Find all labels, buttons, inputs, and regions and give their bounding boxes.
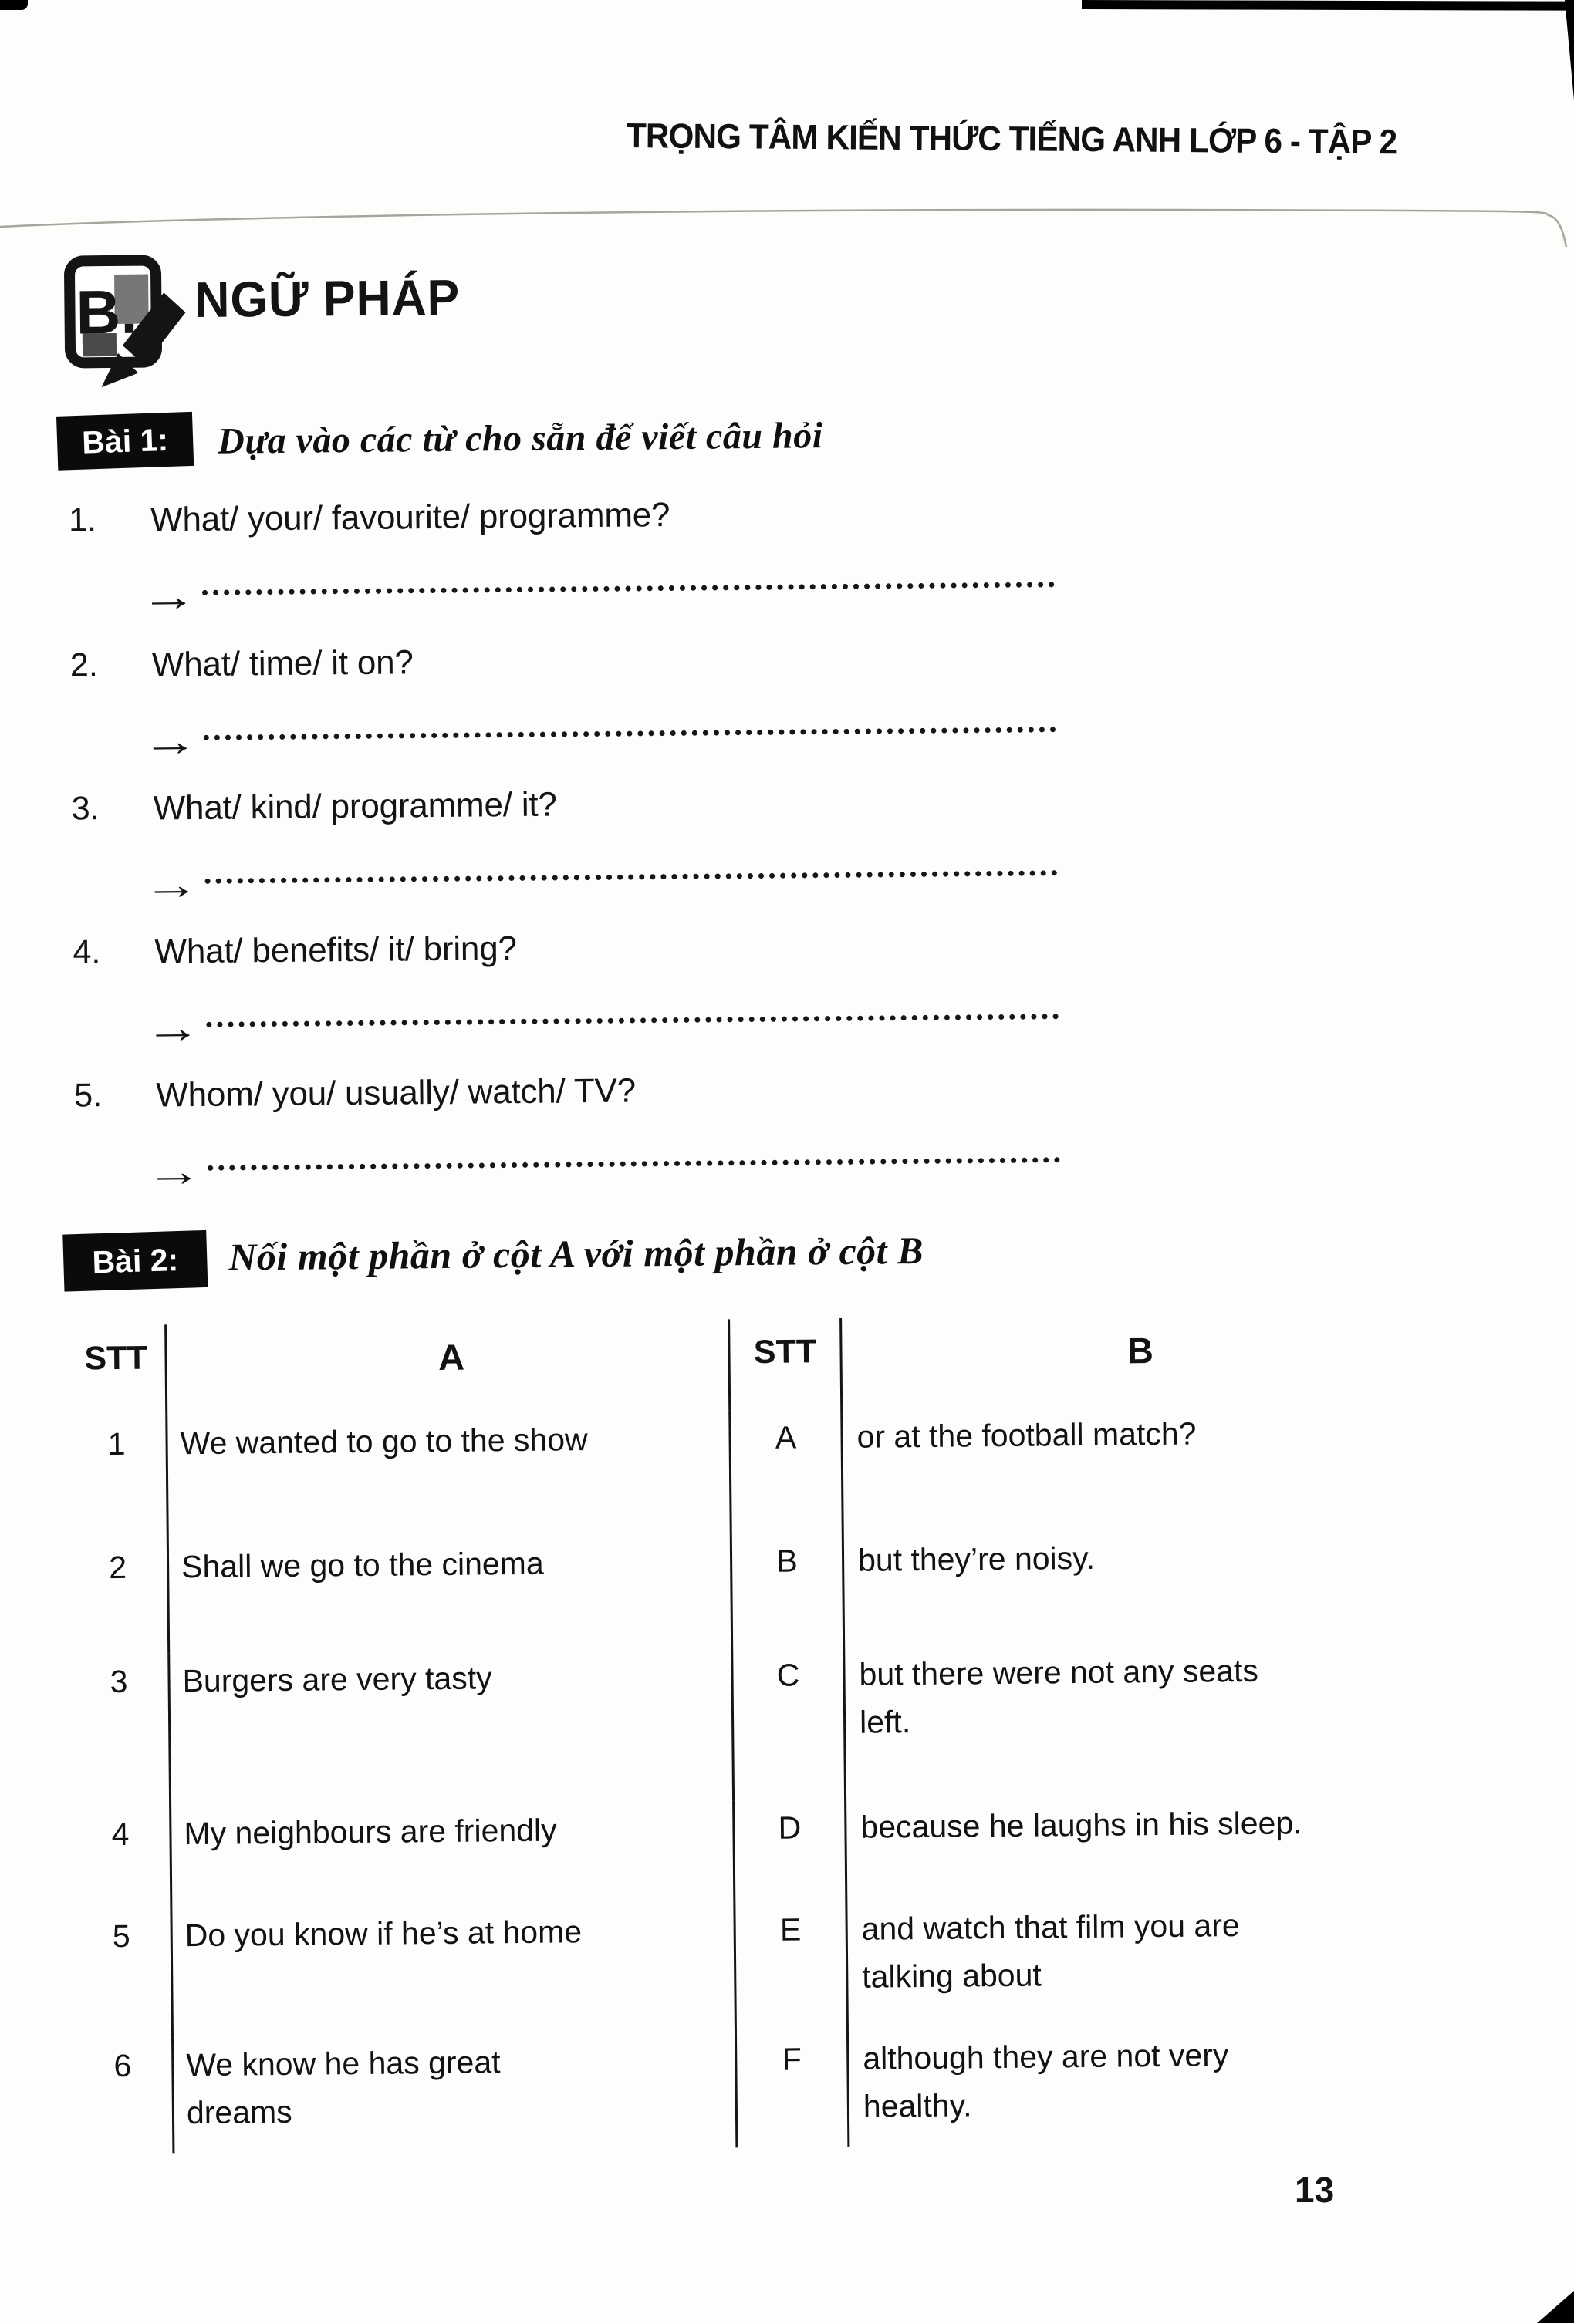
item-text: What/ benefits/ it/ bring? (154, 929, 517, 971)
table-cell-a: Do you know if he’s at home (172, 1902, 737, 2037)
answer-arrow-icon: → (143, 861, 200, 909)
item-text: What/ kind/ programme/ it? (153, 785, 557, 828)
table-cell-a: My neighbours are friendly (171, 1800, 735, 1907)
table-cell-a: Burgers are very tasty (170, 1648, 735, 1806)
table-cell-num: 5 (72, 1907, 174, 2038)
exercise1-label: Bài 1: (56, 412, 194, 471)
table-header-stt: STT (66, 1324, 167, 1416)
item-number: 1. (68, 501, 97, 539)
table-cell-num: 4 (71, 1806, 172, 1908)
section-title: NGỮ PHÁP (194, 268, 461, 328)
table-cell-b: because he laughs in his sleep. (860, 1805, 1302, 1845)
table-cell-num: 3 (69, 1653, 171, 1806)
exercise-item-4 (73, 929, 517, 973)
answer-dotted-line (208, 1157, 1060, 1171)
table-cell-a: Shall we go to the cinema (169, 1533, 733, 1653)
table-cell-letter: A (731, 1409, 844, 1533)
svg-text:B.: B. (76, 277, 138, 347)
answer-line-2 (141, 707, 1056, 765)
table-cell-letter: B (732, 1533, 845, 1648)
item-text: What/ time/ it on? (151, 643, 414, 684)
table-header-b: B (1126, 1330, 1154, 1371)
answer-line-5 (145, 1137, 1060, 1196)
item-number: 5. (74, 1077, 103, 1115)
item-text: Whom/ you/ usually/ watch/ TV? (156, 1071, 637, 1115)
table-cell-num: 6 (73, 2037, 174, 2154)
exercise-item-2 (70, 643, 414, 685)
exercise1-title: Dựa vào các từ cho sẵn để viết câu hỏi (217, 415, 823, 462)
answer-arrow-icon: → (145, 1148, 203, 1196)
item-number: 4. (73, 933, 101, 971)
table-cell-b: but there were not any seats left. (859, 1652, 1259, 1740)
table-cell-b: and watch that film you are talking about (861, 1907, 1240, 1995)
answer-line-4 (144, 993, 1059, 1052)
matching-table (66, 1313, 1432, 2154)
table-header-stt: STT (730, 1318, 843, 1410)
exercise-item-1 (69, 496, 670, 540)
answer-arrow-icon: → (144, 1004, 201, 1052)
exercise2-label: Bài 2: (62, 1230, 208, 1292)
table-cell-b: but they’re noisy. (857, 1540, 1096, 1578)
answer-dotted-line (206, 1014, 1059, 1027)
table-cell-letter: E (735, 1901, 849, 2032)
table-cell-a: We wanted to go to the show (167, 1410, 732, 1539)
page-header-title: TRỌNG TÂM KIẾN THỨC TIẾNG ANH LỚP 6 - TẬP 2 (626, 116, 1397, 162)
answer-dotted-line (205, 870, 1058, 884)
table-cell-b: or at the football match? (856, 1415, 1197, 1455)
table-header-a: A (167, 1319, 731, 1415)
exercise-item-3 (71, 785, 556, 828)
answer-dotted-line (202, 582, 1055, 595)
scan-artifact-right-sliver (1565, 0, 1574, 100)
grammar-badge-icon (56, 252, 194, 394)
table-cell-a: We know he has great dreams (174, 2032, 738, 2153)
table-cell-b: although they are not very healthy. (863, 2037, 1229, 2124)
exercise2-title: Nối một phần ở cột A với một phần ở cột B (228, 1228, 924, 1279)
answer-line-3 (143, 850, 1057, 909)
table-cell-letter: F (737, 2031, 849, 2147)
exercise-item-5 (74, 1072, 636, 1116)
page-number: 13 (1295, 2170, 1335, 2210)
table-cell-letter: D (735, 1799, 847, 1902)
item-number: 3. (71, 790, 100, 828)
item-text: What/ your/ favourite/ programme? (150, 496, 670, 539)
table-cell-num: 1 (67, 1415, 169, 1540)
table-cell-letter: C (733, 1647, 846, 1800)
table-cell-num: 2 (69, 1539, 170, 1654)
answer-line-1 (140, 562, 1055, 620)
answer-arrow-icon: → (141, 717, 199, 765)
item-number: 2. (69, 646, 99, 684)
answer-dotted-line (204, 727, 1056, 740)
answer-arrow-icon: → (140, 572, 198, 620)
